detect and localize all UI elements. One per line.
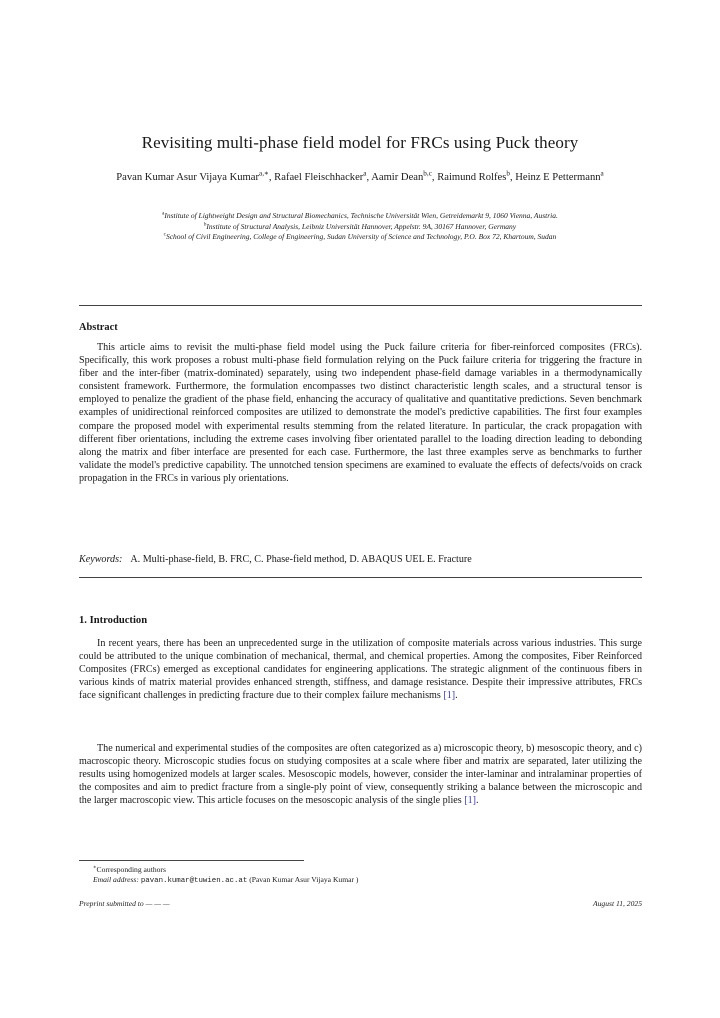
author-name: Pavan Kumar Asur Vijaya Kumar xyxy=(116,172,259,183)
citation-link[interactable]: [1] xyxy=(464,795,477,807)
citation-link[interactable]: [1] xyxy=(443,690,456,702)
footer-preprint: Preprint submitted to — — — xyxy=(79,899,170,908)
author-name: Rafael Fleischhacker xyxy=(274,172,364,183)
paragraph: In recent years, there has been an unprecedented surge in the utilization of composite materials across various industries. This surge could be attributed to the unique combination of mechanical, thermal, and chemical properties. Among the composites, Fiber Reinforced Composites (FRCs) emerged as exceptional candidates for engineering applications. The strategic alignment of the continuous fibers in various kinds of matrix material provides enhanced strength, stiffness, and damage resistance. Despite their impressive attributes, FRCs face significant challenges in predicting fracture due to their complex failure mechanisms [1]. xyxy=(79,638,642,702)
divider xyxy=(79,305,642,306)
paper-title: Revisiting multi-phase field model for FRCs using Puck theory xyxy=(141,133,579,152)
author-sup: b,c xyxy=(423,169,432,178)
author-sup: b xyxy=(506,169,510,178)
affiliation-list xyxy=(80,211,640,243)
affiliation: $^c$School of Civil Engineering, College of Engineering, Sudan University of Science and Technology, P.O. Box 72, Khartoum, Sudan xyxy=(163,231,557,242)
affiliation: $^b$Institute of Structural Analysis, Leibniz Universität Hannover, Appelstr. 9A, 30167 Hannover, Germany xyxy=(203,221,517,231)
keywords-label: Keywords: xyxy=(79,554,123,565)
section-heading: 1. Introduction xyxy=(79,615,148,626)
author-sup: a,∗ xyxy=(259,169,269,178)
email-address[interactable]: pavan.kumar@tuwien.ac.at xyxy=(140,877,248,886)
footnote: ∗Corresponding authors Email address: pavan.kumar@tuwien.ac.at (Pavan Kumar Asur Vijaya Kumar ) xyxy=(93,864,359,886)
keywords-list: A. Multi-phase-field, B. FRC, C. Phase-field method, D. ABAQUS UEL E. Fracture xyxy=(130,554,472,565)
affiliation: $^a$Institute of Lightweight Design and Structural Biomechanics, Technische Universität Wien, Getreidemarkt 9, 1060 Vienna, Austria. xyxy=(162,210,558,220)
divider xyxy=(79,577,642,578)
author-list: Pavan Kumar Asur Vijaya Kumar$^{a,∗}$, Rafael Fleischhacker$^a$, Aamir Dean$^{b,c}$, Raimund Rolfes$^b$, Heinz E Pettermann$^a$ xyxy=(116,169,604,183)
author-sup: a xyxy=(600,169,604,178)
keywords xyxy=(79,553,642,566)
abstract-heading: Abstract xyxy=(79,322,118,333)
abstract-text: This article aims to revisit the multi-phase field model using the Puck failure criteria for fiber-reinforced composites (FRCs). Specifically, this work proposes a robust multi-phase field formulation relying on the Puck failure criteria for triggering the fracture in fiber and the inter-fiber (matrix-dominated) separately, using two independent phase-field damage variables in a thermodynamically consistent framework. Furthermore, the formulation encompasses two distinct characteristic length scales, and a structural tensor is employed to penalize the gradient of the phase field, enhancing the accuracy of qualitative and quantitative predictions. Seven benchmark examples of unidirectional reinforced composites are utilized to demonstrate the model's predictive capabilities. The first four examples compare the proposed model with experimental results stemming from the related literature. In particular, the crack propagation with different fiber orientations, including the extreme cases involving fiber orientated parallel to the loading direction leading to debonding along the matrix and fiber interface are presented for each case. Furthermore, the last three examples serve as benchmarks to further validate the model's predictive capability. The unnotched tension specimens are examined to evaluate the effects of defects/voids on crack propagation in the FRCs in various ply orientations. xyxy=(79,342,642,484)
footnote-divider xyxy=(79,860,304,861)
author-name: Heinz E Pettermann xyxy=(515,172,601,183)
author-sup: a xyxy=(363,169,367,178)
author-name: Aamir Dean xyxy=(371,172,424,183)
page-footer xyxy=(79,899,642,908)
author-name: Raimund Rolfes xyxy=(437,172,507,183)
footer-date: August 11, 2025 xyxy=(592,899,642,908)
paragraph: The numerical and experimental studies of the composites are often categorized as a) microscopic theory, b) mesoscopic theory, and c) macroscopic theory. Microscopic studies focus on studying composites at a scale where fiber and matrix are separated, later utilizing the results using homogenized models at larger scales. Mesoscopic models, however, consider the inter-laminar and intralaminar properties of the composites and aim to predict fracture from a single-ply point of view, consequently striking a balance between the microscopic and the larger macroscopic view. This article focuses on the mesoscopic analysis of the single plies [1]. xyxy=(79,743,642,807)
